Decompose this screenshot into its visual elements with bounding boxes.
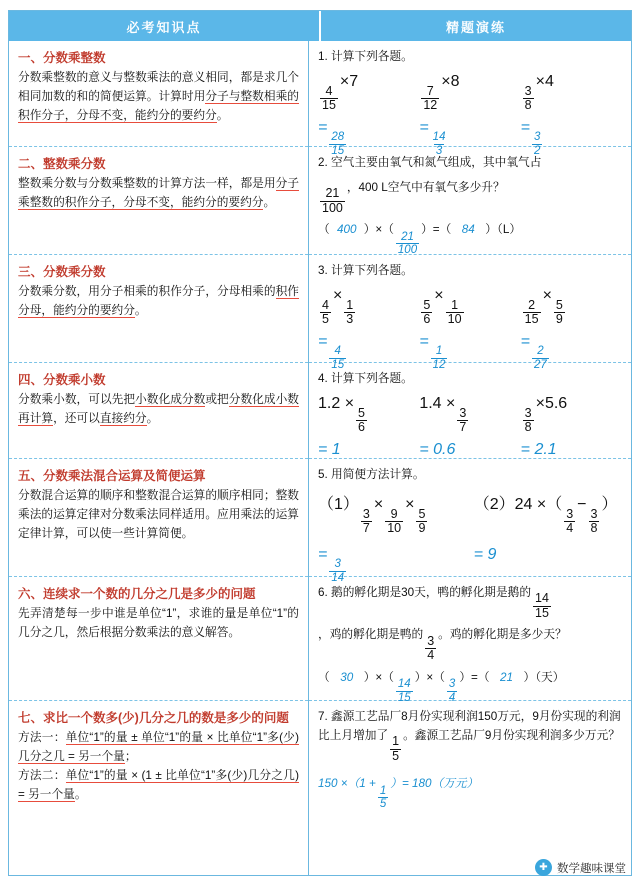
exercise-prompt bbox=[318, 48, 622, 67]
fraction-answer: $\frac{28}{15}$ bbox=[331, 131, 345, 157]
answer-result: ）= 180（万元） bbox=[390, 777, 479, 791]
fraction-answer: $\frac{21}{100}$ bbox=[397, 230, 418, 256]
operand: ×5.6 bbox=[535, 394, 568, 412]
text-seg: 。 bbox=[134, 303, 147, 317]
watermark-badge bbox=[535, 859, 626, 876]
text-seg: 或把 bbox=[205, 393, 229, 406]
fraction: $\frac{1}{10}$ bbox=[447, 297, 462, 327]
knowledge-title: 五、分数乘法混合运算及简便运算 bbox=[18, 469, 206, 483]
answer-expression: 150 ×（1 + bbox=[318, 777, 376, 791]
fraction-answer: $\frac{14}{15}$ bbox=[397, 678, 411, 704]
knowledge-text bbox=[18, 175, 299, 213]
fraction: $\frac{9}{10}$ bbox=[387, 506, 402, 536]
fraction: $\frac{3}{8}$ bbox=[524, 83, 532, 113]
exercise-instruction: 计算下列各题。 bbox=[331, 372, 413, 385]
fraction: $\frac{4}{5}$ bbox=[322, 297, 329, 327]
exercise-number: 6. bbox=[318, 586, 328, 599]
fraction-answer: $\frac{4}{15}$ bbox=[331, 345, 345, 371]
table-header bbox=[9, 11, 631, 41]
knowledge-title: 一、分数乘整数 bbox=[18, 51, 106, 65]
text-seg-underline: 积作分母，能约分的要约分 bbox=[18, 285, 299, 317]
fraction-answer: $\frac{2}{27}$ bbox=[534, 345, 547, 371]
knowledge-text bbox=[18, 69, 299, 126]
answer-blank: 400 bbox=[336, 223, 357, 237]
knowledge-title: 四、分数乘小数 bbox=[18, 373, 106, 387]
fraction-answer: $\frac{1}{5}$ bbox=[379, 784, 387, 810]
worksheet-page bbox=[8, 10, 632, 876]
fraction: $\frac{5}{6}$ bbox=[423, 297, 431, 327]
text-seg-underline: 小数化成分数 bbox=[135, 393, 206, 406]
knowledge-row-7 bbox=[9, 701, 308, 875]
answer-2: = 0.6 bbox=[419, 440, 456, 458]
text-seg: 方法二： bbox=[18, 768, 66, 782]
problem-1: （1） $\frac{3}{7}$ × $\frac{9}{10}$ × $\frac{5}{9}$ bbox=[318, 495, 426, 536]
knowledge-row-5 bbox=[9, 459, 308, 577]
knowledge-row-4 bbox=[9, 363, 308, 459]
exercise-prompt-cont bbox=[318, 179, 622, 215]
exercise-row-7 bbox=[309, 701, 631, 875]
exercise-text: 鑫源工艺品厂8月份实现利润150万元，9月份实现的利润比上月增加了 bbox=[318, 710, 621, 742]
fraction: $\frac{14}{15}$ bbox=[535, 591, 549, 620]
exercise-number: 4. bbox=[318, 372, 328, 385]
operand: 1.4 × bbox=[419, 394, 456, 412]
exercise-text: 鹅的孵化期是30天，鸭的孵化期是鹅的 bbox=[331, 586, 532, 599]
answer-blank: 30 bbox=[340, 670, 354, 684]
text-seg: 分数乘小数，可以先把 bbox=[18, 393, 136, 406]
answer-blank: 84 bbox=[461, 223, 475, 237]
answer-3: = 2.1 bbox=[520, 440, 557, 458]
fraction: $\frac{5}{6}$ bbox=[358, 405, 365, 435]
knowledge-title: 二、整数乘分数 bbox=[18, 157, 106, 171]
knowledge-title: 六、连续求一个数的几分之几是多少的问题 bbox=[18, 587, 256, 601]
fraction: $\frac{3}{4}$ bbox=[427, 633, 435, 663]
answer-1: = $\frac{28}{15}$ bbox=[318, 118, 345, 157]
exercise-prompt bbox=[318, 708, 622, 763]
problem-row bbox=[318, 287, 622, 327]
answer-row: （ 30 ）×（ $\frac{14}{15}$ ）×（ $\frac{3}{4}$ ）=（ 21 ）（天） bbox=[318, 670, 565, 704]
exercise-prompt bbox=[318, 370, 622, 389]
answer-3: = $\frac{3}{2}$ bbox=[520, 118, 541, 157]
text-seg: 。 bbox=[216, 108, 229, 122]
knowledge-row-6 bbox=[9, 577, 308, 701]
exercise-row-2 bbox=[309, 147, 631, 255]
problem-2 bbox=[419, 395, 520, 435]
knowledge-row-1 bbox=[9, 41, 308, 147]
problem-2 bbox=[474, 491, 622, 536]
unit: （L） bbox=[497, 223, 522, 237]
text-seg-underline: 分数化成小数再计算 bbox=[18, 393, 299, 425]
header-right: 精题演练 bbox=[321, 11, 631, 41]
exercise-instruction: 计算下列各题。 bbox=[331, 50, 413, 63]
exercise-text: ，鸡的孵化期是鸭的 bbox=[318, 628, 424, 642]
text-seg-underline: 单位“1”的量 ± 单位“1”的量 × 比单位“1”多(少)几分之几 = 另一个量 bbox=[18, 731, 299, 763]
exercise-row-1 bbox=[309, 41, 631, 157]
problem-1: $\frac{4}{5}$ × $\frac{1}{3}$ bbox=[322, 286, 354, 327]
answer-row bbox=[318, 441, 622, 459]
exercise-prompt bbox=[318, 154, 622, 173]
knowledge-text bbox=[18, 391, 299, 429]
exercise-row-3 bbox=[309, 255, 631, 371]
operator: ×4 bbox=[535, 72, 554, 90]
text-seg: 分数乘分数，用分子相乘的积作分子，分母相乘的 bbox=[18, 285, 276, 298]
exercise-row-4 bbox=[309, 363, 631, 459]
text-seg: 整数乘分数与分数乘整数的计算方法一样，都是用 bbox=[18, 177, 276, 190]
answer-1: = $\frac{3}{14}$ bbox=[318, 545, 345, 584]
text-seg: ，还可以 bbox=[53, 411, 100, 425]
fraction: $\frac{3}{4}$ bbox=[566, 506, 574, 536]
table-body bbox=[9, 41, 631, 875]
exercise-instruction: 计算下列各题。 bbox=[331, 264, 413, 277]
exercise-text: 空气主要由氧气和氮气组成，其中氧气占 bbox=[331, 156, 542, 169]
answer-1: = 1 bbox=[318, 440, 341, 458]
text-seg: 。 bbox=[74, 787, 87, 801]
fraction: $\frac{2}{15}$ bbox=[524, 297, 539, 327]
text-seg-underline: 直接约分 bbox=[99, 411, 147, 425]
problem-3 bbox=[521, 395, 622, 435]
text-seg-underline: 分子与整数相乘的积作分子，分母不变，能约分的要约分 bbox=[18, 89, 299, 122]
problem-3: $\frac{2}{15}$ × $\frac{5}{9}$ bbox=[524, 286, 563, 327]
header-left: 必考知识点 bbox=[9, 11, 321, 41]
fraction: $\frac{3}{7}$ bbox=[459, 405, 467, 435]
fraction: $\frac{1}{5}$ bbox=[392, 734, 400, 763]
fraction: $\frac{5}{9}$ bbox=[418, 506, 426, 536]
exercise-prompt bbox=[318, 584, 622, 620]
problem-row bbox=[318, 395, 622, 435]
knowledge-text: 分数混合运算的顺序和整数混合运算的顺序相同；整数乘法的运算定律对分数乘法同样适用。应用乘法的运算定律计算，可以使一些计算简便。 bbox=[18, 489, 299, 540]
exercise-prompt-cont bbox=[318, 626, 622, 662]
fraction: $\frac{3}{7}$ bbox=[362, 506, 370, 536]
text-seg: ； bbox=[124, 749, 137, 763]
fraction-answer: $\frac{14}{3}$ bbox=[432, 131, 446, 157]
operand: 24 ×（ bbox=[514, 495, 563, 513]
problem-3 bbox=[521, 73, 622, 113]
unit: （天） bbox=[535, 670, 565, 684]
fraction: $\frac{1}{3}$ bbox=[346, 297, 354, 327]
knowledge-row-2 bbox=[9, 147, 308, 255]
operand: ） bbox=[601, 495, 618, 513]
fraction-answer: $\frac{3}{4}$ bbox=[448, 678, 456, 704]
problem-2 bbox=[419, 73, 520, 113]
fraction: $\frac{3}{8}$ bbox=[590, 506, 598, 536]
fraction-answer: $\frac{1}{12}$ bbox=[432, 345, 446, 371]
exercise-number: 5. bbox=[318, 468, 328, 481]
answer-blank: 21 bbox=[500, 670, 514, 684]
problem-row bbox=[318, 491, 622, 536]
fraction: $\frac{3}{8}$ bbox=[524, 405, 532, 435]
exercise-number: 1. bbox=[318, 50, 328, 63]
exercise-text: ，400 L空气中有氧气多少升？ bbox=[346, 180, 505, 194]
fraction-answer: $\frac{3}{2}$ bbox=[534, 131, 541, 157]
circle-logo-icon: ✚ bbox=[535, 859, 552, 876]
knowledge-text bbox=[18, 729, 299, 805]
exercise-text: 。鸡的孵化期是多少天？ bbox=[438, 628, 567, 642]
text-seg: 。 bbox=[146, 411, 159, 425]
sub-label: （1） bbox=[318, 495, 359, 513]
fraction: $\frac{7}{12}$ bbox=[423, 83, 438, 113]
exercise-number: 3. bbox=[318, 264, 328, 277]
knowledge-column bbox=[9, 41, 309, 875]
answer-2: = $\frac{1}{12}$ bbox=[419, 332, 446, 371]
exercise-prompt bbox=[318, 466, 622, 485]
text-seg-underline: 分子乘整数的积作分子，分母不变，能约分的要约分 bbox=[18, 177, 299, 209]
operator: ×7 bbox=[339, 72, 359, 90]
exercise-row-6 bbox=[309, 577, 631, 704]
problem-1 bbox=[318, 73, 419, 113]
exercise-column bbox=[309, 41, 631, 875]
answer-row: （ 400 ）×（ $\frac{21}{100}$ ）=（ 84 ）（L） bbox=[318, 223, 522, 256]
operator: ×8 bbox=[441, 72, 460, 90]
exercise-number: 7. bbox=[318, 710, 328, 723]
fraction: $\frac{21}{100}$ bbox=[322, 186, 343, 215]
problem-row bbox=[318, 73, 622, 113]
text-seg: 方法一： bbox=[18, 731, 66, 744]
sub-label: （2） bbox=[473, 495, 515, 513]
knowledge-text: 先弄清楚每一步中谁是单位“1”，求谁的量是单位“1”的几分之几，然后根据分数乘法的意义解答。 bbox=[18, 607, 299, 639]
answer-1: = $\frac{4}{15}$ bbox=[318, 332, 345, 371]
problem-1 bbox=[318, 395, 419, 435]
fraction: $\frac{5}{9}$ bbox=[555, 297, 563, 327]
answer-row bbox=[318, 775, 622, 810]
exercise-prompt bbox=[318, 262, 622, 281]
operator: − bbox=[577, 495, 587, 513]
answer-2: = $\frac{14}{3}$ bbox=[419, 118, 446, 157]
knowledge-title: 三、分数乘分数 bbox=[18, 265, 106, 279]
text-seg: 分数乘整数的意义与整数乘法的意义相同，都是求几个相同加数的和的简便运算。计算时用 bbox=[18, 71, 299, 103]
exercise-row-5 bbox=[309, 459, 631, 584]
operand: 1.2 × bbox=[318, 394, 355, 412]
fraction-answer: $\frac{3}{14}$ bbox=[331, 558, 345, 584]
answer-2: = 9 bbox=[473, 545, 497, 563]
knowledge-title: 七、求比一个数多(少)几分之几的数是多少的问题 bbox=[18, 711, 289, 725]
exercise-number: 2. bbox=[318, 156, 328, 169]
text-seg-underline: 单位“1”的量 × (1 ± 比单位“1”多(少)几分之几) = 另一个量 bbox=[18, 768, 299, 801]
exercise-text: 。鑫源工艺品厂9月份实现利润多少万元？ bbox=[403, 728, 620, 742]
problem-2: $\frac{5}{6}$ × $\frac{1}{10}$ bbox=[423, 286, 462, 327]
text-seg: 。 bbox=[263, 195, 276, 209]
watermark-label: 数学趣味课堂 bbox=[557, 862, 626, 875]
knowledge-row-3 bbox=[9, 255, 308, 363]
exercise-instruction: 用简便方法计算。 bbox=[331, 468, 425, 481]
knowledge-text bbox=[18, 283, 299, 321]
answer-3: = $\frac{2}{27}$ bbox=[520, 332, 547, 371]
fraction: $\frac{4}{15}$ bbox=[322, 83, 336, 113]
